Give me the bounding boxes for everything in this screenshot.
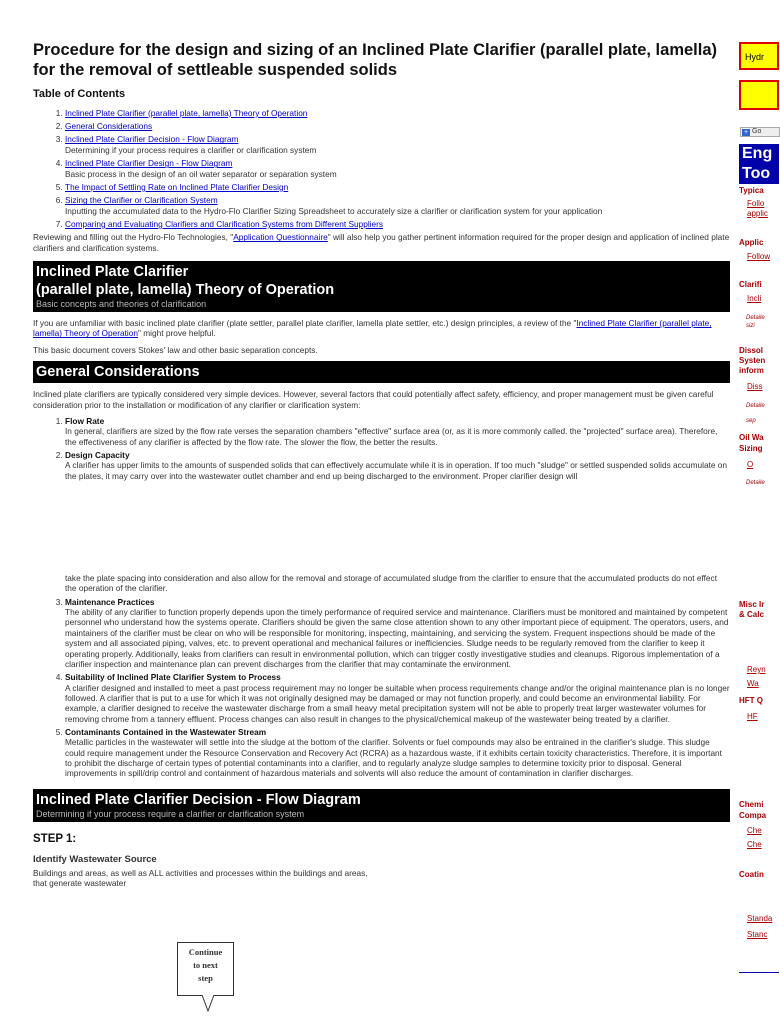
toc-link[interactable]: Inclined Plate Clarifier (parallel plate, lamella) Theory of Operation: [65, 107, 308, 118]
sidebar-note: Detaile: [746, 315, 765, 321]
consideration-heading: Design Capacity: [65, 449, 130, 460]
callout-tail-arrow: [200, 995, 216, 1013]
sidebar-link[interactable]: Follo: [747, 199, 765, 208]
decision-title: Inclined Plate Clarifier Decision - Flow Diagram: [36, 791, 361, 808]
callout-line-2: to next: [193, 960, 218, 970]
theory-subtitle: Basic concepts and theories of clarification: [36, 299, 207, 310]
toc-link[interactable]: Comparing and Evaluating Clarifiers and Clarification Systems from Different Suppliers: [65, 218, 384, 229]
page-title: Procedure for the design and sizing of an Inclined Plate Clarifier (parallel plate, lamella) for the removal of settleable suspended solids: [33, 41, 718, 79]
consideration-body: The ability of any clarifier to function properly depends upon the timely performance of required service and maintenance. Clarifiers must be monitored and maintained by competent personnel who understand how the systems operate. Clarifiers should be given the same close attention shown to any other important piece of equipment. The operators, users, and maintainers of the clarifier must be clear on who will be responsible for monitoring, inspecting, maintaining, and servicing the system. Frequent inspections should be made of the system and all associated piping, valves, etc. to prevent operational and mechanical failures or inefficiencies. Sludge needs to be regularly removed from the clarifier to keep it operating properly. Additionally, leaks from clarifiers can result in environmental pollution, which can trigger costly investigative studies and cleanups. Rigorous implementation of a clarifier inspection and maintenance plan can prevent discharges from the clarifier that may contaminate the environment.: [65, 607, 729, 669]
general-intro: Inclined plate clarifiers are typically considered very simple devices. However, several factors that could potentially affect safety, efficiency, and proper management must be given careful consideration prior to the installation or modification of any clarifier or clarification system:: [33, 389, 714, 410]
sidebar-heading: Sizing: [739, 444, 763, 453]
sidebar-heading: inform: [739, 366, 764, 375]
stokes-paragraph: This basic document covers Stokes' law and other basic separation concepts.: [33, 344, 318, 355]
sidebar-link[interactable]: Che: [747, 826, 762, 835]
toc-heading: Table of Contents: [33, 88, 126, 100]
callout-line-3: step: [198, 973, 213, 983]
toc-item: [65, 182, 730, 192]
right-sidebar: [736, 0, 773, 1024]
review-paragraph: [33, 232, 730, 253]
theory-title-line2: (parallel plate, lamella) Theory of Operation: [36, 282, 335, 299]
step-body: Buildings and areas, as well as ALL activities and processes within the buildings and areas, that generate wastewater: [33, 868, 368, 889]
consideration-heading: Suitability of Inclined Plate Clarifier System to Process: [65, 672, 281, 683]
decision-subtitle: Determining if your process require a clarifier or clarification system: [36, 808, 305, 819]
consideration-body: A clarifier has upper limits to the amounts of suspended solids that can effectively accumulate while it is in operation. If too much "sludge" or settled suspended solids accumulate on the plates, it may carry over into the wastewater outlet chamber and end up being discharged to the environment. Proper clarifier design will: [65, 460, 728, 481]
consideration-heading: Contaminants Contained in the Wastewater Stream: [65, 727, 267, 738]
toc-item-description: Determining if your process requires a clarifier or clarification system: [65, 144, 317, 155]
continue-callout: [177, 942, 234, 996]
google-button-label: Go: [752, 128, 762, 135]
review-text-after: " will also help you gather pertinent information required for the proper design and application of inclined plate clarifiers and clarification systems.: [33, 232, 730, 253]
consideration-heading: Maintenance Practices: [65, 596, 155, 607]
step-title: Identify Wastewater Source: [33, 854, 157, 866]
main-content: [33, 40, 730, 895]
sidebar-note: sep: [746, 418, 756, 424]
consideration-body: A clarifier designed and installed to meet a past process requirement may no longer be suitable when process requirements change and/or the original maintenance plan is no longer followed. A clarifier that is put to a use for which it was not originally designed may be damaged or may not function properly, and could become an environmental liability. For example, a clarifier designed to receive the wastewater discharge from a small heavy metal precipitation system will not be able to properly treat larger wastewater volumes for removing chrome from a tannery effluent. Process changes can also result in changes to the physical/chemical makeup of the wastewater being treated by a clarifier.: [65, 682, 730, 724]
sidebar-link[interactable]: Stanc: [747, 930, 768, 939]
theory-text-after: " might prove helpful.: [138, 328, 216, 339]
toc-item: [65, 158, 730, 179]
sidebar-link[interactable]: Diss: [747, 382, 763, 391]
google-search-button[interactable]: [740, 127, 780, 137]
toc-item: [65, 108, 730, 118]
consideration-body: In general, clarifiers are sized by the flow rate verses the separation chambers "effective" surface area (or, as it is more commonly called. the "projected" surface area). Therefore, the effectiveness of any clarifier is affected by the flow rate. The slower the flow, the better the results.: [65, 426, 718, 447]
sidebar-heading: Typica: [739, 186, 764, 195]
sidebar-heading: & Calc: [739, 610, 764, 619]
theory-section-banner: [33, 261, 730, 312]
sidebar-note: Detaile: [746, 403, 765, 409]
consideration-body: Metallic particles in the wastewater will settle into the sludge at the bottom of the clarifier. Solvents or fuel compounds may also be entrained in the clarifier's sludge. This sludge could require management under the Resource Conservation and Recovery Act (RCRA) as a hazardous waste, if it exhibits certain toxicity characteristics. Therefore, it is important to prohibit the discharge of certain types of potential contaminants into a clarifier, and to regularly analyze sludge samples to determine toxicity prior to disposal. General improvements in spill/drip control and containment of hazardous materials and solvents will also reduce the amount of contamination in clarifier discharges.: [65, 737, 722, 779]
step-label: STEP 1:: [33, 832, 77, 845]
consideration-heading: Flow Rate: [65, 415, 105, 426]
decision-section-banner: [33, 789, 730, 822]
eng-line-2: Too: [742, 165, 771, 182]
sidebar-link[interactable]: Standa: [747, 914, 773, 923]
toc-link[interactable]: Inclined Plate Clarifier Design - Flow Diagram: [65, 158, 233, 169]
theory-of-operation-link[interactable]: Inclined Plate Clarifier (parallel plate, lamella) Theory of Operation: [33, 318, 712, 339]
toc-link[interactable]: Inclined Plate Clarifier Decision - Flow Diagram: [65, 134, 239, 145]
general-title: General Considerations: [36, 364, 200, 381]
sidebar-link[interactable]: applic: [747, 209, 768, 218]
consideration-item: [65, 450, 730, 594]
sidebar-heading: HFT Q: [739, 696, 763, 705]
toc-list: [33, 108, 730, 230]
plus-icon: +: [743, 129, 749, 136]
considerations-list: [33, 416, 730, 779]
toc-item: [65, 134, 730, 155]
sidebar-link[interactable]: O: [747, 460, 754, 469]
consideration-item: [65, 416, 730, 447]
sidebar-heading: Coatin: [739, 870, 764, 879]
toc-item: [65, 195, 730, 216]
sidebar-link[interactable]: Incli: [747, 294, 762, 303]
toc-link[interactable]: The Impact of Settling Rate on Inclined Plate Clarifier Design: [65, 181, 289, 192]
sidebar-note: sizi: [746, 323, 755, 329]
sidebar-link[interactable]: HF: [747, 712, 758, 721]
eng-line-1: Eng: [742, 145, 773, 162]
toc-item-description: Basic process in the design of an oil water separator or separation system: [65, 168, 337, 179]
application-questionnaire-link[interactable]: Application Questionnaire: [233, 232, 328, 243]
general-section-banner: [33, 361, 730, 383]
callout-line-1: Continue: [188, 947, 223, 957]
consideration-item: [65, 727, 730, 779]
sidebar-link[interactable]: Che: [747, 840, 762, 849]
sidebar-top-box-label: Hydr: [745, 52, 765, 62]
consideration-item: [65, 597, 730, 670]
sidebar-top-box[interactable]: [739, 42, 779, 70]
engineering-tools-banner: [739, 144, 779, 184]
consideration-body-continued: take the plate spacing into consideration and also allow for the removal and storage of accumulated sludge from the clarifier to ensure that the accumulated products do not effect the operation of the clarifier.: [65, 573, 717, 594]
sidebar-heading: Applic: [739, 238, 764, 247]
theory-paragraph: [33, 318, 730, 339]
sidebar-divider: [739, 972, 779, 973]
sidebar-heading: Compa: [739, 811, 767, 820]
sidebar-heading: Misc Ir: [739, 600, 765, 609]
toc-item: [65, 219, 730, 229]
sidebar-link[interactable]: Follow: [747, 252, 771, 261]
page-break-gap: [65, 481, 730, 573]
toc-item: [65, 121, 730, 131]
theory-title-line1: Inclined Plate Clarifier: [36, 264, 189, 281]
sidebar-link[interactable]: Reyn: [747, 665, 766, 674]
toc-item-description: Inputting the accumulated data to the Hydro-Flo Clarifier Sizing Spreadsheet to accurately size a clarifier or clarification system for your application: [65, 205, 603, 216]
sidebar-second-box[interactable]: [739, 80, 779, 110]
sidebar-heading: Chemi: [739, 800, 764, 809]
sidebar-note: Detaile: [746, 480, 765, 486]
sidebar-heading: Clarifi: [739, 280, 762, 289]
review-text-before: Reviewing and filling out the Hydro-Flo Technologies, ": [33, 232, 234, 243]
sidebar-heading: Systen: [739, 356, 766, 365]
consideration-item: [65, 672, 730, 724]
sidebar-link[interactable]: Wa: [747, 679, 759, 688]
toc-link[interactable]: General Considerations: [65, 121, 153, 132]
toc-link[interactable]: Sizing the Clarifier or Clarification System: [65, 195, 218, 206]
theory-text-before: If you are unfamiliar with basic inclined plate clarifier (plate settler, parallel plate clarifier, lamella plate settler, etc.) design principles, a review of the ": [33, 318, 577, 329]
sidebar-heading: Oil Wa: [739, 433, 764, 442]
sidebar-heading: Dissol: [739, 346, 764, 355]
